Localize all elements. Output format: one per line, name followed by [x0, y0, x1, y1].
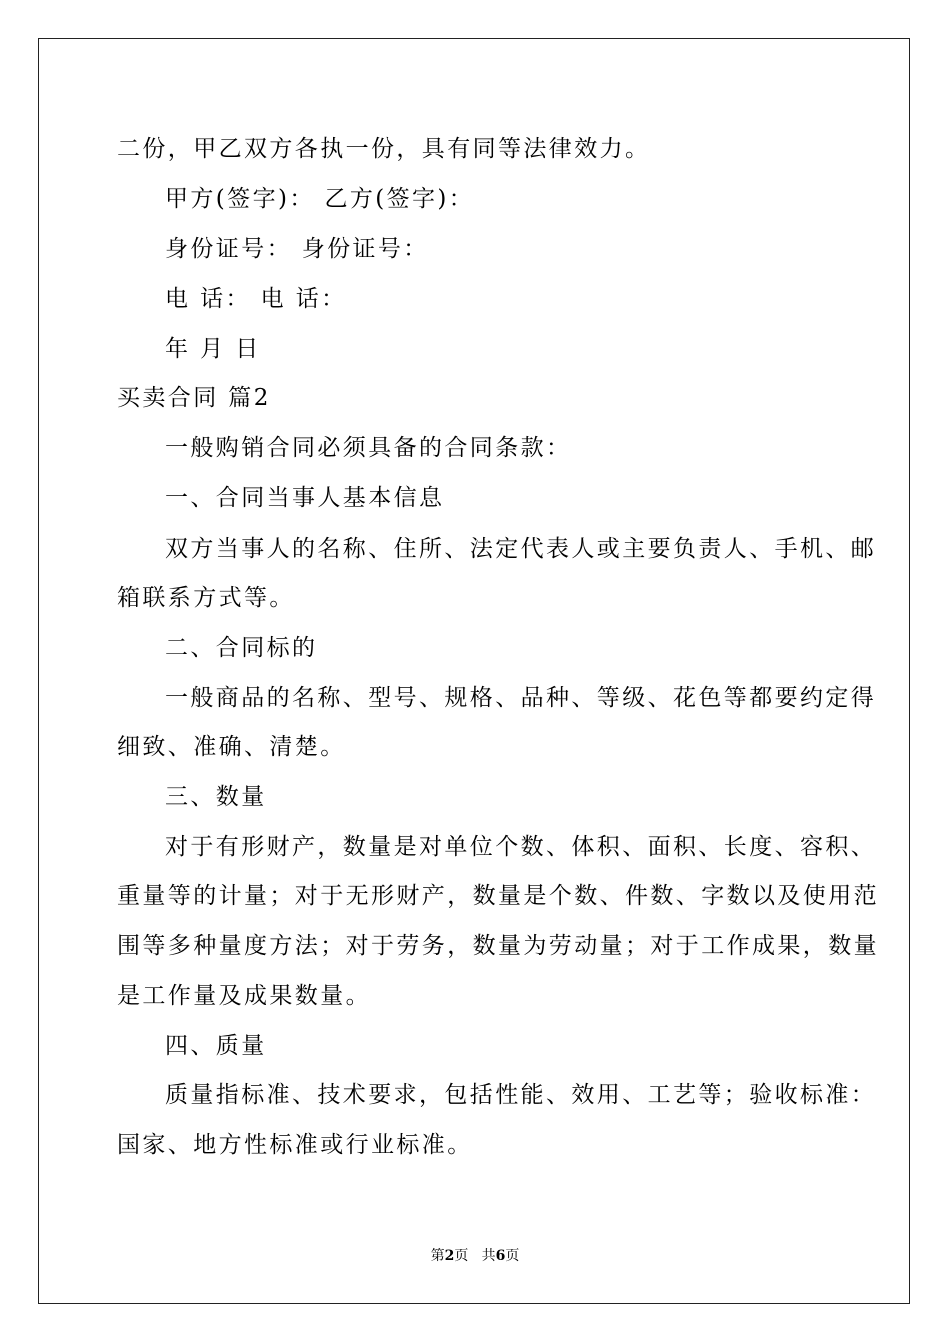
footer-page-label: 页 [454, 1248, 469, 1264]
clause-heading: 四、质量 [165, 1033, 267, 1059]
signature-line-party: 甲方(签字)： 乙方(签字)： [165, 186, 475, 212]
signature-line-id: 身份证号： 身份证号： [165, 236, 429, 262]
paragraph-line: 重量等的计量；对于无形财产，数量是个数、件数、字数以及使用范 [117, 883, 879, 909]
page-border [38, 38, 910, 1304]
clause-heading: 二、合同标的 [165, 635, 318, 661]
paragraph-line: 双方当事人的名称、住所、法定代表人或主要负责人、手机、邮 [165, 536, 877, 562]
paragraph-line: 二份，甲乙双方各执一份，具有同等法律效力。 [117, 136, 651, 162]
clause-heading: 三、数量 [165, 784, 267, 810]
paragraph-line: 细致、准确、清楚。 [117, 734, 346, 760]
footer-total-label: 页 [505, 1248, 520, 1264]
signature-line-date: 年 月 日 [165, 336, 261, 362]
paragraph-line: 是工作量及成果数量。 [117, 983, 371, 1009]
paragraph-line: 质量指标准、技术要求，包括性能、效用、工艺等；验收标准： [165, 1082, 877, 1108]
footer-page-prefix: 第 [430, 1248, 445, 1264]
paragraph-line: 一般购销合同必须具备的合同条款： [165, 435, 572, 461]
footer-total-pages: 6 [495, 1248, 506, 1264]
footer-page-number: 2 [444, 1248, 455, 1264]
clause-heading: 一、合同当事人基本信息 [165, 485, 445, 511]
paragraph-line: 对于有形财产，数量是对单位个数、体积、面积、长度、容积、 [165, 834, 877, 860]
paragraph-line: 围等多种量度方法；对于劳务，数量为劳动量；对于工作成果，数量 [117, 933, 879, 959]
footer-total-prefix: 共 [481, 1248, 496, 1264]
signature-line-phone: 电 话： 电 话： [165, 286, 347, 312]
paragraph-line: 箱联系方式等。 [117, 585, 295, 611]
page-footer [0, 1247, 950, 1265]
section-title: 买卖合同 篇2 [117, 385, 271, 411]
paragraph-line: 国家、地方性标准或行业标准。 [117, 1132, 473, 1158]
paragraph-line: 一般商品的名称、型号、规格、品种、等级、花色等都要约定得 [165, 685, 877, 711]
